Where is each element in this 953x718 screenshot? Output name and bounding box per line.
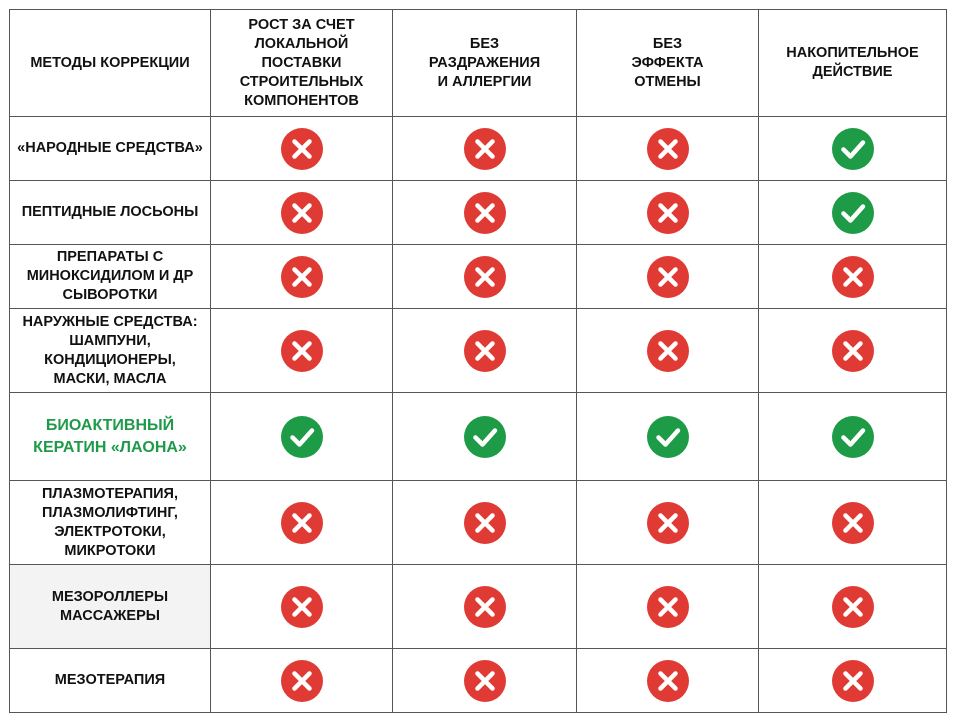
mark-cell — [577, 117, 758, 180]
header-criterion-cell — [211, 10, 392, 116]
mark-cell — [759, 309, 946, 392]
cross-circle-icon — [831, 659, 875, 703]
method-cell — [10, 117, 210, 180]
mark-cell — [393, 181, 576, 244]
mark-cell — [211, 181, 392, 244]
mark-cell — [393, 649, 576, 712]
mark-cell — [759, 565, 946, 648]
header-criterion-cell — [393, 10, 576, 116]
cross-circle-icon — [831, 329, 875, 373]
check-circle-icon — [831, 191, 875, 235]
cross-circle-icon — [280, 585, 324, 629]
mark-cell — [393, 393, 576, 480]
mark-cell — [759, 245, 946, 308]
grid-line-horizontal — [9, 712, 947, 713]
header-criterion-cell — [577, 10, 758, 116]
check-circle-icon — [831, 415, 875, 459]
check-circle-icon — [831, 127, 875, 171]
cross-circle-icon — [831, 585, 875, 629]
mark-cell — [577, 181, 758, 244]
check-circle-icon — [280, 415, 324, 459]
header-methods-cell — [10, 10, 210, 116]
cross-circle-icon — [646, 501, 690, 545]
mark-cell — [577, 309, 758, 392]
method-cell — [10, 245, 210, 308]
mark-cell — [393, 565, 576, 648]
mark-cell — [211, 245, 392, 308]
mark-cell — [211, 481, 392, 564]
method-label: МЕЗОТЕРАПИЯ — [54, 672, 166, 688]
mark-cell — [211, 565, 392, 648]
mark-cell — [759, 481, 946, 564]
cross-circle-icon — [280, 127, 324, 171]
method-cell — [10, 481, 210, 564]
method-cell — [10, 393, 210, 480]
cross-circle-icon — [463, 255, 507, 299]
cross-circle-icon — [280, 501, 324, 545]
mark-cell — [577, 565, 758, 648]
mark-cell — [577, 245, 758, 308]
cross-circle-icon — [831, 255, 875, 299]
cross-circle-icon — [646, 255, 690, 299]
header-methods-label: МЕТОДЫ КОРРЕКЦИИ — [30, 54, 190, 71]
cross-circle-icon — [646, 329, 690, 373]
cross-circle-icon — [646, 659, 690, 703]
mark-cell — [393, 117, 576, 180]
mark-cell — [211, 393, 392, 480]
header-criterion-label: БЕЗ РАЗДРАЖЕНИЯ И АЛЛЕРГИИ — [428, 35, 541, 90]
cross-circle-icon — [463, 501, 507, 545]
method-label: ПЕПТИДНЫЕ ЛОСЬОНЫ — [21, 204, 199, 220]
cross-circle-icon — [463, 329, 507, 373]
mark-cell — [577, 649, 758, 712]
mark-cell — [577, 481, 758, 564]
mark-cell — [393, 309, 576, 392]
mark-cell — [211, 309, 392, 392]
mark-cell — [211, 117, 392, 180]
mark-cell — [759, 117, 946, 180]
method-cell — [10, 309, 210, 392]
method-label: МЕЗОРОЛЛЕРЫ МАССАЖЕРЫ — [51, 588, 169, 624]
cross-circle-icon — [463, 191, 507, 235]
method-label: БИОАКТИВНЫЙ КЕРАТИН «ЛАОНА» — [33, 416, 187, 456]
check-circle-icon — [463, 415, 507, 459]
mark-cell — [393, 481, 576, 564]
cross-circle-icon — [463, 585, 507, 629]
cross-circle-icon — [280, 659, 324, 703]
cross-circle-icon — [463, 127, 507, 171]
cross-circle-icon — [463, 659, 507, 703]
mark-cell — [759, 393, 946, 480]
mark-cell — [211, 649, 392, 712]
method-label: ПРЕПАРАТЫ С МИНОКСИДИЛОМ И ДР СЫВОРОТКИ — [26, 249, 194, 303]
method-label: НАРУЖНЫЕ СРЕДСТВА: ШАМПУНИ, КОНДИЦИОНЕРЫ, МАСКИ, МАСЛА — [22, 313, 198, 387]
grid-line-vertical — [946, 9, 947, 712]
mark-cell — [577, 393, 758, 480]
method-label: «НАРОДНЫЕ СРЕДСТВА» — [17, 140, 203, 156]
method-cell — [10, 181, 210, 244]
cross-circle-icon — [280, 255, 324, 299]
header-criterion-label: БЕЗ ЭФФЕКТА ОТМЕНЫ — [631, 35, 704, 90]
method-cell — [10, 565, 210, 648]
cross-circle-icon — [646, 585, 690, 629]
mark-cell — [393, 245, 576, 308]
mark-cell — [759, 649, 946, 712]
cross-circle-icon — [831, 501, 875, 545]
method-cell — [10, 649, 210, 712]
mark-cell — [759, 181, 946, 244]
cross-circle-icon — [280, 329, 324, 373]
header-criterion-label: РОСТ ЗА СЧЕТ ЛОКАЛЬНОЙ ПОСТАВКИ СТРОИТЕЛЬНЫХ КОМПОНЕНТОВ — [239, 16, 364, 109]
cross-circle-icon — [646, 191, 690, 235]
header-criterion-label: НАКОПИТЕЛЬНОЕ ДЕЙСТВИЕ — [786, 45, 919, 80]
method-label: ПЛАЗМОТЕРАПИЯ, ПЛАЗМОЛИФТИНГ, ЭЛЕКТРОТОКИ, МИКРОТОКИ — [41, 485, 178, 559]
check-circle-icon — [646, 415, 690, 459]
cross-circle-icon — [280, 191, 324, 235]
header-criterion-cell — [759, 10, 946, 116]
cross-circle-icon — [646, 127, 690, 171]
